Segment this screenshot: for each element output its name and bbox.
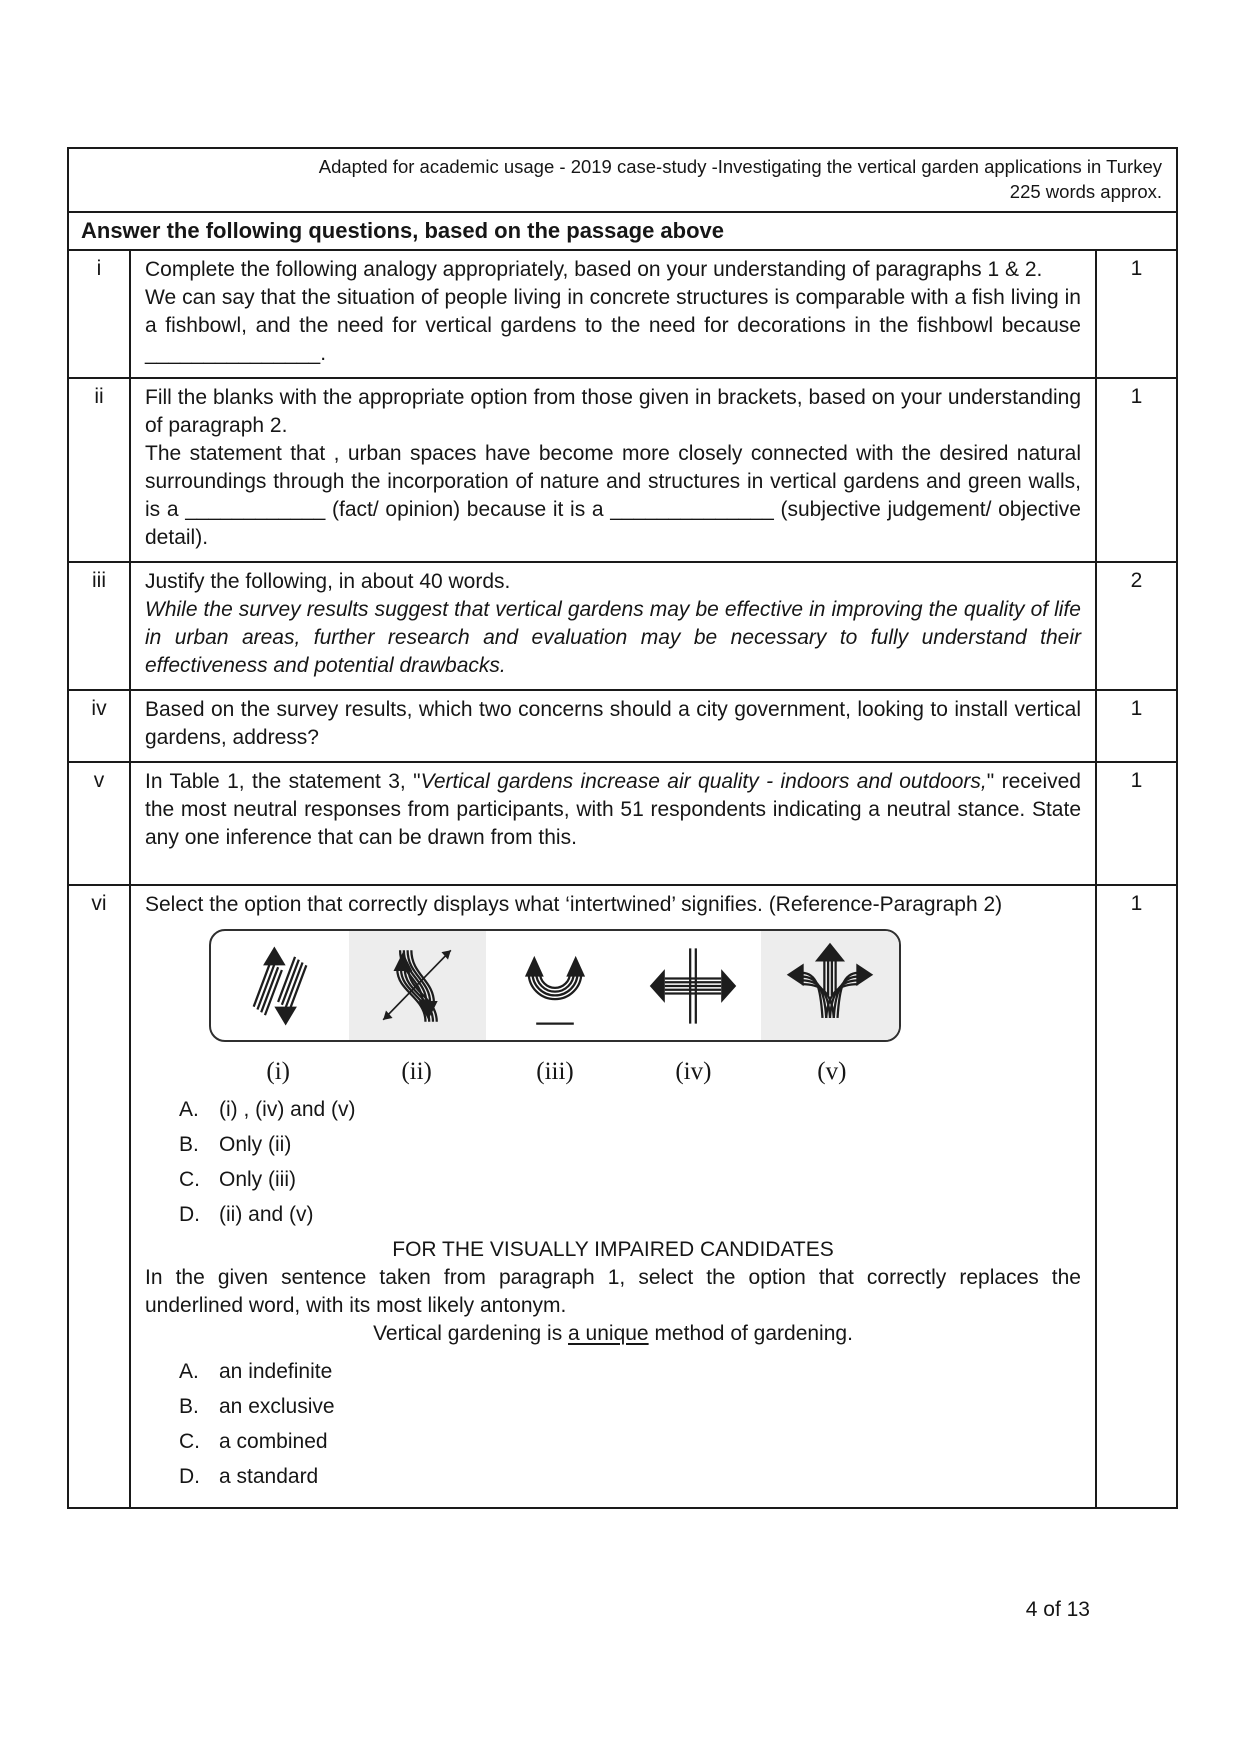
sentence-part: method of gardening. xyxy=(648,1322,853,1345)
question-number: ii xyxy=(69,379,131,561)
figure-option-iv xyxy=(624,931,762,1040)
marks-cell: 1 xyxy=(1130,257,1143,280)
vi-option-c xyxy=(145,1428,1081,1456)
mcq-option-d xyxy=(145,1201,1081,1229)
marks-cell: 1 xyxy=(1130,385,1143,408)
option-letter: A. xyxy=(179,1098,199,1121)
u-turn-double-arrow-icon xyxy=(508,939,602,1033)
intertwined-arrows-icon xyxy=(370,939,464,1033)
option-text: an exclusive xyxy=(219,1395,335,1418)
section-instruction: Answer the following questions, based on the passage above xyxy=(69,211,1176,249)
question-text xyxy=(131,251,1097,377)
question-line xyxy=(145,768,1081,852)
question-text xyxy=(131,886,1097,1507)
question-number: iii xyxy=(69,563,131,689)
questions-table xyxy=(67,147,1178,1509)
question-line: Fill the blanks with the appropriate option from those given in brackets, based on your understanding of paragraph 2. xyxy=(145,386,1081,437)
question-row-v xyxy=(69,761,1176,884)
opposing-cycle-arrows-icon xyxy=(233,939,327,1033)
question-line: Based on the survey results, which two concerns should a city government, looking to install vertical gardens, address? xyxy=(145,698,1081,749)
question-part: In Table 1, the statement 3, " xyxy=(145,770,421,793)
question-text xyxy=(131,563,1097,689)
marks-cell: 1 xyxy=(1130,697,1143,720)
figure-label-i: (i) xyxy=(266,1058,290,1085)
vi-option-b xyxy=(145,1393,1081,1421)
figure-option-i xyxy=(211,931,349,1040)
mcq-option-c xyxy=(145,1166,1081,1194)
question-text xyxy=(131,379,1097,561)
option-letter: C. xyxy=(179,1168,200,1191)
figure-label-v: (v) xyxy=(817,1058,847,1085)
underlined-word: a unique xyxy=(568,1322,649,1345)
option-letter: B. xyxy=(179,1133,199,1156)
option-letter: D. xyxy=(179,1203,200,1226)
mcq-options xyxy=(145,1096,1081,1229)
passage-source-header xyxy=(69,149,1176,211)
figure-labels xyxy=(209,1058,901,1086)
figure-option-v xyxy=(761,931,899,1040)
option-text: an indefinite xyxy=(219,1360,333,1383)
question-number: i xyxy=(69,251,131,377)
question-line: We can say that the situation of people living in concrete structures is comparable with a fish living in a fishbowl, and the need for vertical gardens to the need for decorations in the fishbowl because _______________. xyxy=(145,286,1081,365)
marks-cell: 1 xyxy=(1130,769,1143,792)
question-text xyxy=(131,691,1097,761)
target-sentence xyxy=(145,1320,1081,1348)
option-letter: A. xyxy=(179,1360,199,1383)
question-number: iv xyxy=(69,691,131,761)
question-row-i xyxy=(69,249,1176,377)
vi-option-a xyxy=(145,1358,1081,1386)
option-text: (i) , (iv) and (v) xyxy=(219,1098,356,1121)
figure-label-iv: (iv) xyxy=(675,1058,712,1085)
question-line: Select the option that correctly displays what ‘intertwined’ signifies. (Reference-Paragraph 2) xyxy=(145,893,1003,916)
question-row-vi xyxy=(69,884,1176,1507)
source-line: Adapted for academic usage - 2019 case-study -Investigating the vertical garden applications in Turkey xyxy=(318,156,1162,177)
option-text: Only (ii) xyxy=(219,1133,292,1156)
word-count: 225 words approx. xyxy=(1009,181,1162,202)
visually-impaired-heading: FOR THE VISUALLY IMPAIRED CANDIDATES xyxy=(392,1238,834,1261)
question-number: v xyxy=(69,763,131,884)
question-quote: While the survey results suggest that vertical gardens may be effective in improving the quality of life in urban areas, further research and evaluation may be necessary to fully understand their effectiveness and potential drawbacks. xyxy=(145,598,1081,677)
question-line: The statement that , urban spaces have become more closely connected with the desired natural surroundings through the incorporation of nature and structures in vertical gardens and green walls, is a ____________ (fact/ opinion) because it is a ______________ (subjective judgement/ objective detail). xyxy=(145,442,1081,549)
figure-option-iii xyxy=(486,931,624,1040)
visually-impaired-options xyxy=(145,1358,1081,1491)
option-text: a standard xyxy=(219,1465,319,1488)
vi-option-d xyxy=(145,1463,1081,1491)
option-text: Only (iii) xyxy=(219,1168,296,1191)
question-part: " received the most neutral responses from participants, with 51 respondents indicating a neutral stance. State any one inference that can be drawn from this. xyxy=(145,770,1081,849)
mcq-option-b xyxy=(145,1131,1081,1159)
question-row-iv xyxy=(69,689,1176,761)
option-letter: B. xyxy=(179,1395,199,1418)
option-letter: D. xyxy=(179,1465,200,1488)
three-way-arrows-icon xyxy=(783,939,877,1033)
question-line: Justify the following, in about 40 words. xyxy=(145,570,511,593)
question-line: Complete the following analogy appropriately, based on your understanding of paragraphs 1 & 2. xyxy=(145,258,1043,281)
question-row-ii xyxy=(69,377,1176,561)
question-number: vi xyxy=(69,886,131,1507)
figure-option-ii xyxy=(349,931,487,1040)
diverging-arrows-icon xyxy=(646,939,740,1033)
page-number: 4 of 13 xyxy=(1025,1598,1090,1621)
mcq-option-a xyxy=(145,1096,1081,1124)
question-part-italic: Vertical gardens increase air quality - indoors and outdoors, xyxy=(420,770,987,793)
marks-cell: 2 xyxy=(1130,569,1143,592)
marks-cell: 1 xyxy=(1130,892,1143,915)
figure-label-ii: (ii) xyxy=(401,1058,432,1085)
option-letter: C. xyxy=(179,1430,200,1453)
option-text: (ii) and (v) xyxy=(219,1203,314,1226)
options-figure-panel xyxy=(209,929,901,1042)
question-text xyxy=(131,763,1097,884)
question-row-iii xyxy=(69,561,1176,689)
visually-impaired-question: In the given sentence taken from paragraph 1, select the option that correctly replaces the underlined word, with its most likely antonym. xyxy=(145,1266,1081,1317)
sentence-part: Vertical gardening is xyxy=(373,1322,569,1345)
figure-label-iii: (iii) xyxy=(536,1058,574,1085)
option-text: a combined xyxy=(219,1430,328,1453)
